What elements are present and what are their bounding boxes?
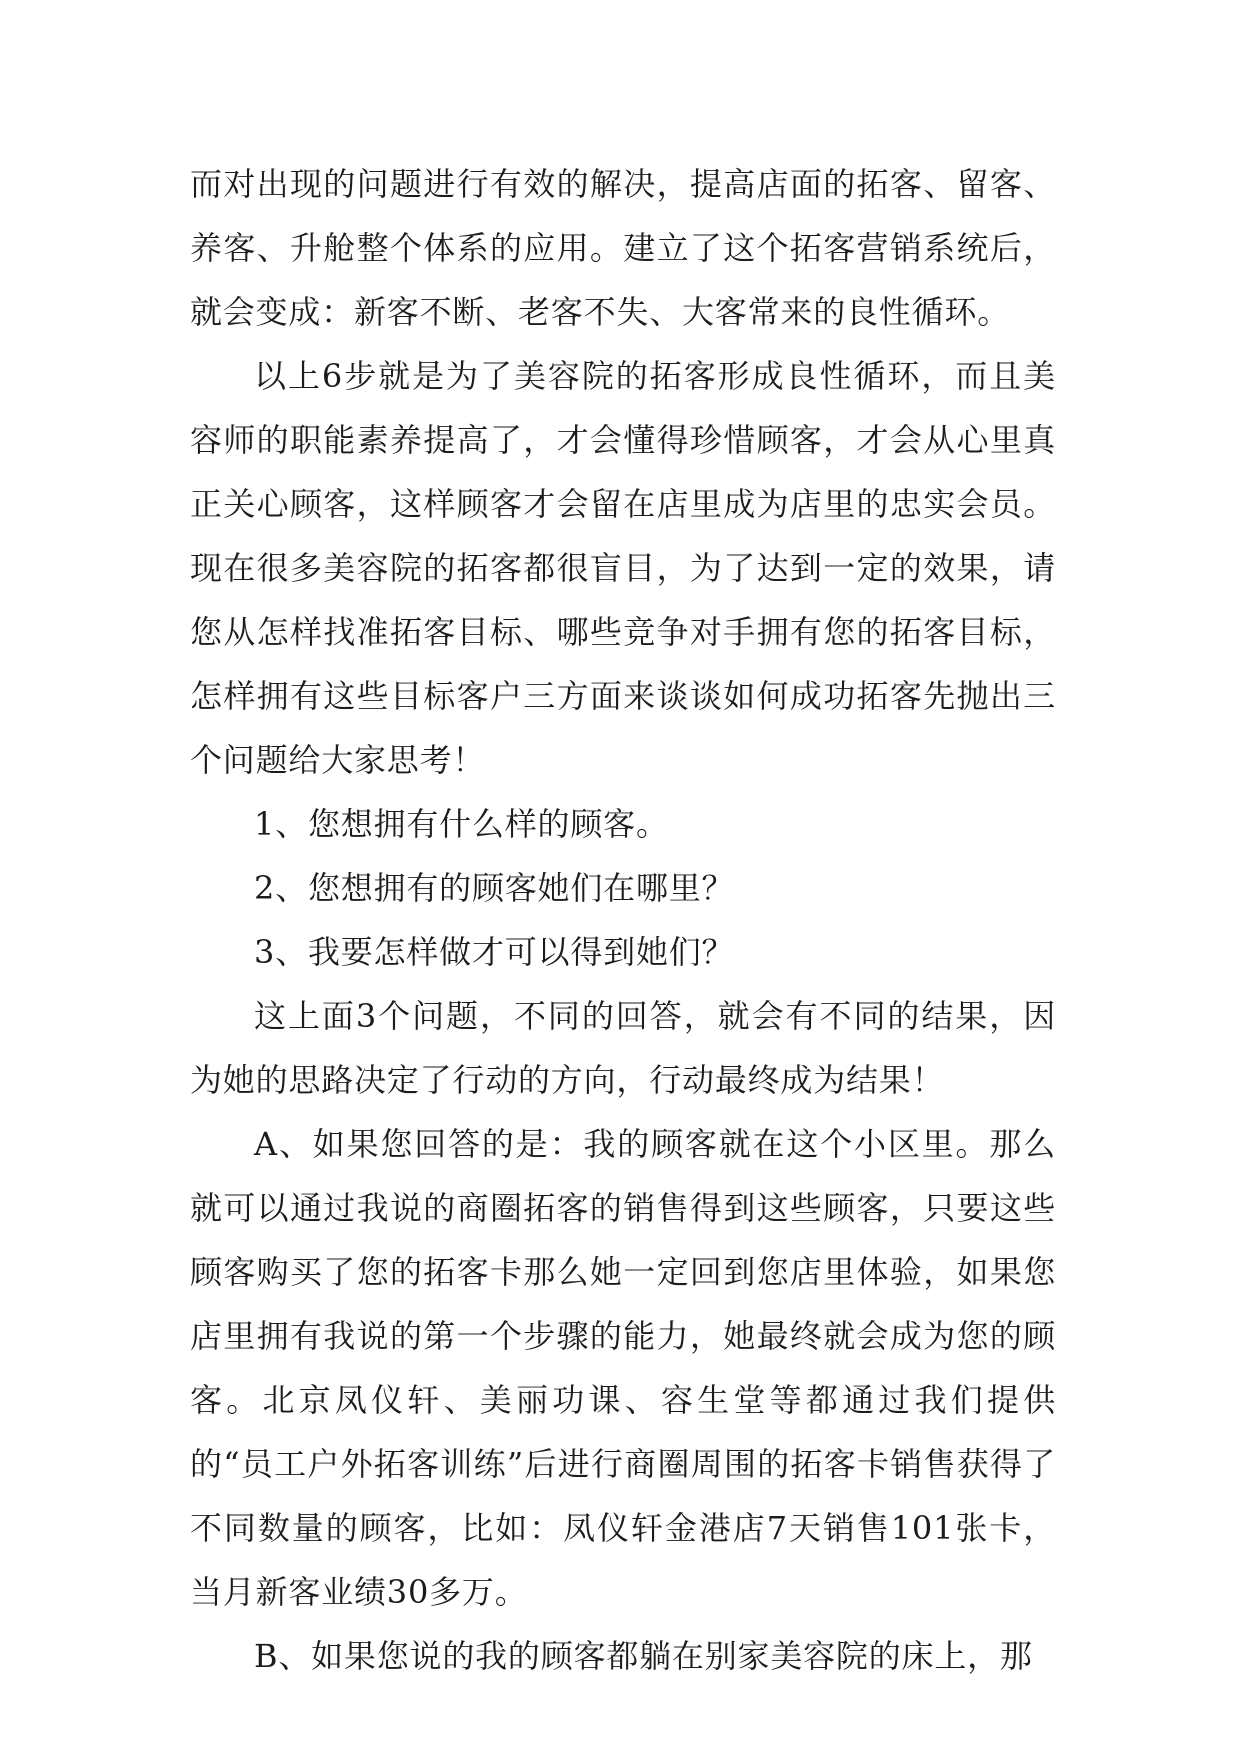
question-1: 1、您想拥有什么样的顾客。 bbox=[254, 805, 669, 843]
paragraph-six-steps: 以上6步就是为了美容院的拓客形成良性循环，而且美容师的职能素养提高了，才会懂得珍惜顾客，才会从心里真正关心顾客，这样顾客才会留在店里成为店里的忠实会员。现在很多美容院的拓客都很盲目，为了达到一定的效果，请您从怎样找准拓客目标、哪些竞争对手拥有您的拓客目标，怎样拥有这些目标客户三方面来谈谈如何成功拓客先抛出三个问题给大家思考！ bbox=[190, 357, 1056, 779]
question-3: 3、我要怎样做才可以得到她们？ bbox=[254, 933, 735, 971]
paragraph-answer-a: A、如果您回答的是：我的顾客就在这个小区里。那么就可以通过我说的商圈拓客的销售得到这些顾客，只要这些顾客购买了您的拓客卡那么她一定回到您店里体验，如果您店里拥有我说的第一个步骤的能力，她最终就会成为您的顾客。北京凤仪轩、美丽功课、容生堂等都通过我们提供的“员工户外拓客训练”后进行商圈周围的拓客卡销售获得了不同数量的顾客，比如：凤仪轩金港店7天销售101张卡，当月新客业绩30多万。 bbox=[190, 1125, 1056, 1611]
document-page bbox=[190, 152, 1056, 1688]
question-2: 2、您想拥有的顾客她们在哪里？ bbox=[254, 869, 735, 907]
paragraph-intro-continuation: 而对出现的问题进行有效的解决，提高店面的拓客、留客、养客、升舱整个体系的应用。建立了这个拓客营销系统后，就会变成：新客不断、老客不失、大客常来的良性循环。 bbox=[190, 165, 1056, 331]
paragraph-answer-b: B、如果您说的我的顾客都躺在别家美容院的床上，那 bbox=[254, 1637, 1033, 1675]
paragraph-three-questions: 这上面3个问题，不同的回答，就会有不同的结果，因为她的思路决定了行动的方向，行动最终成为结果！ bbox=[190, 997, 1056, 1099]
